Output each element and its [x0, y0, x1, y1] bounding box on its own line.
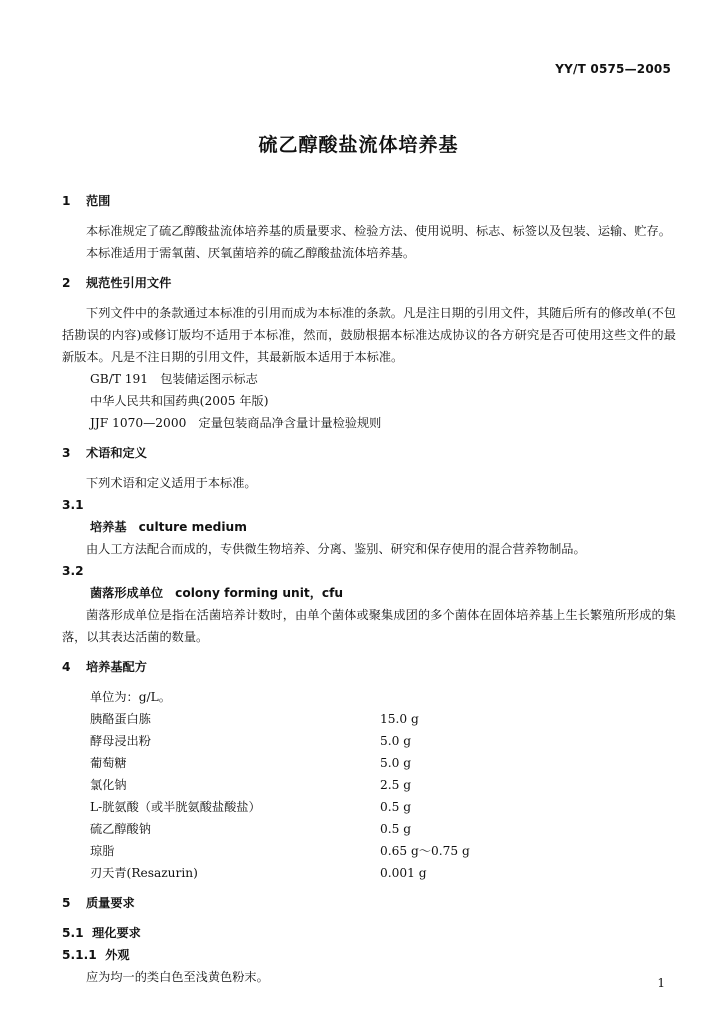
ingredient-amount: 0.5 g — [380, 822, 412, 836]
document-code: YY/T 0575—2005 — [555, 62, 671, 76]
formula-row — [90, 774, 676, 796]
reference-item: 中华人民共和国药典(2005 年版) — [90, 394, 269, 408]
ingredient-amount: 0.5 g — [380, 800, 412, 814]
page-title: 硫乙醇酸盐流体培养基 — [258, 134, 459, 156]
section-4-heading — [62, 656, 676, 678]
ingredient-name: 硫乙醇酸钠 — [90, 822, 151, 836]
ingredient-amount: 0.001 g — [380, 866, 427, 880]
ingredient-name: 刃天青(Resazurin) — [90, 866, 198, 880]
section-title: 范围 — [86, 194, 111, 208]
ingredient-name: L-胱氨酸（或半胱氨酸盐酸盐） — [90, 800, 261, 814]
term-heading — [62, 516, 676, 538]
section-title: 术语和定义 — [86, 446, 147, 460]
ingredient-name: 葡萄糖 — [90, 756, 127, 770]
formula-row — [90, 796, 676, 818]
section-number: 1 — [62, 194, 71, 208]
section-2-heading — [62, 272, 676, 294]
term-heading — [62, 582, 676, 604]
reference-item: JJF 1070—2000 定量包装商品净含量计量检验规则 — [90, 416, 382, 430]
term-en: culture medium — [138, 520, 247, 534]
ingredient-amount: 15.0 g — [380, 712, 419, 726]
subsection-5-1-heading — [62, 922, 676, 944]
section-title: 培养基配方 — [86, 660, 147, 674]
ingredient-name: 氯化钠 — [90, 778, 127, 792]
formula-row — [90, 840, 676, 862]
term-definition: 菌落形成单位是指在活菌培养计数时，由单个菌体或聚集成团的多个菌体在固体培养基上生长繁殖所形成的集落，以其表达活菌的数量。 — [62, 608, 676, 644]
section-number: 5 — [62, 896, 71, 910]
document-body — [62, 190, 676, 988]
formula-table — [62, 686, 676, 884]
reference-item: GB/T 191 包装储运图示标志 — [90, 372, 258, 386]
scope-paragraph-2: 本标准适用于需氧菌、厌氧菌培养的硫乙醇酸盐流体培养基。 — [86, 246, 416, 260]
formula-row — [90, 818, 676, 840]
formula-row — [90, 708, 676, 730]
ingredient-amount: 5.0 g — [380, 756, 412, 770]
term-en: colony forming unit，cfu — [175, 586, 344, 600]
subsection-title: 外观 — [105, 948, 130, 962]
section-5-heading — [62, 892, 676, 914]
formula-row — [90, 862, 676, 884]
subsection-title: 理化要求 — [92, 926, 141, 940]
ingredient-name: 胰酪蛋白胨 — [90, 712, 151, 726]
term-zh: 菌落形成单位 — [90, 586, 164, 600]
appearance-text: 应为均一的类白色至浅黄色粉末。 — [86, 970, 269, 984]
formula-row — [90, 730, 676, 752]
section-number: 2 — [62, 276, 71, 290]
section-number: 3 — [62, 446, 71, 460]
term-number: 3.2 — [62, 564, 84, 578]
section-number: 4 — [62, 660, 71, 674]
scope-paragraph-1: 本标准规定了硫乙醇酸盐流体培养基的质量要求、检验方法、使用说明、标志、标签以及包装、运输、贮存。 — [86, 224, 671, 238]
term-zh: 培养基 — [90, 520, 127, 534]
section-1-heading — [62, 190, 676, 212]
ingredient-name: 酵母浸出粉 — [90, 734, 151, 748]
ingredient-name: 琼脂 — [90, 844, 115, 858]
formula-unit: 单位为：g/L。 — [90, 690, 171, 704]
ingredient-amount: 5.0 g — [380, 734, 412, 748]
subsection-5-1-1-heading — [62, 944, 676, 966]
section-title: 质量要求 — [86, 896, 135, 910]
references-paragraph: 下列文件中的条款通过本标准的引用而成为本标准的条款。凡是注日期的引用文件，其随后所有的修改单(不包括勘误的内容)或修订版均不适用于本标准，然而，鼓励根据本标准达成协议的各方研究是否可使用这些文件的最新版本。凡是不注日期的引用文件，其最新版本适用于本标准。 — [62, 306, 676, 364]
ingredient-amount: 0.65 g～0.75 g — [380, 844, 470, 858]
section-title: 规范性引用文件 — [86, 276, 172, 290]
formula-row — [90, 752, 676, 774]
section-3-heading — [62, 442, 676, 464]
terms-intro: 下列术语和定义适用于本标准。 — [86, 476, 257, 490]
page-number: 1 — [657, 976, 665, 990]
subsection-number: 5.1 — [62, 926, 84, 940]
term-number: 3.1 — [62, 498, 84, 512]
ingredient-amount: 2.5 g — [380, 778, 412, 792]
term-definition: 由人工方法配合而成的，专供微生物培养、分离、鉴别、研究和保存使用的混合营养物制品。 — [86, 542, 586, 556]
subsection-number: 5.1.1 — [62, 948, 97, 962]
